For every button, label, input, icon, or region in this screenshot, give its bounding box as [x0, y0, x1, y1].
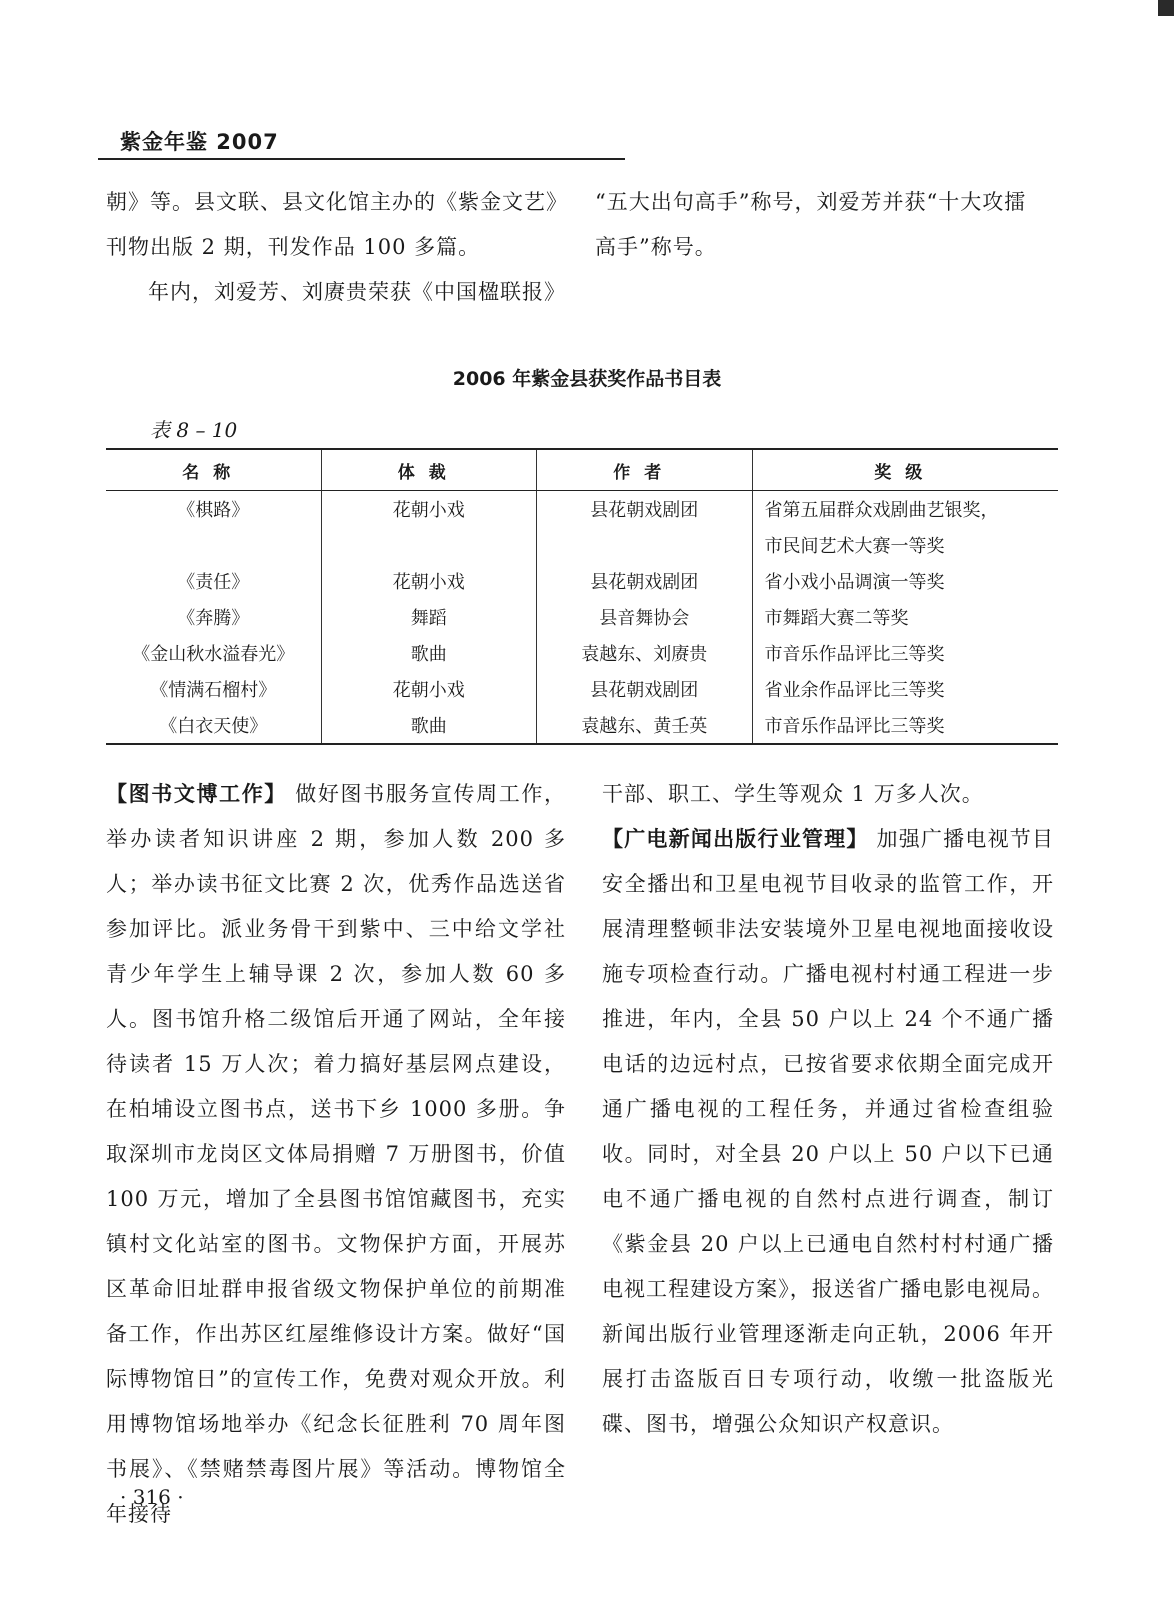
cell-genre: 花朝小戏 [321, 563, 536, 599]
library-text: 做好图书服务宣传周工作，举办读者知识讲座 2 期，参加人数 200 多人；举办读书征文比赛 2 次，优秀作品选送省参加评比。派业务骨干到紫中、三中给文学社青少年学生上辅导课 2 次，参加人数 60 多人。图书馆升格二级馆后开通了网站，全年接待读者 15 万人次；着力搞好基层网点建设，在柏埔设立图书点，送书下乡 1000 多册。争取深圳市龙岗区文体局捐赠 7 万册图书，价值 100 万元，增加了全县图书馆馆藏图书，充实镇村文化站室的图书。文物保护方面，开展苏区革命旧址群申报省级文物保护单位的前期准备工作，作出苏区红屋维修设计方案。做好“国际博物馆日”的宣传工作，免费对观众开放。利用博物馆场地举办《纪念长征胜利 70 周年图书展》、《禁赌禁毒图片展》等活动。博物馆全年接待 [106, 782, 567, 1526]
cell-genre: 花朝小戏 [321, 671, 536, 707]
header-name: 名称 [106, 449, 321, 491]
top-right-line: “五大出句高手”称号，刘爱芳并获“十大攻擂 [595, 190, 1027, 214]
cell-name: 《白衣天使》 [106, 707, 321, 744]
cell-name: 《责任》 [177, 572, 250, 593]
table-header-row [106, 449, 1058, 491]
cell-author: 袁越东、黄壬英 [537, 707, 753, 744]
scan-corner-mark [1158, 0, 1174, 16]
broadcast-heading: 【广电新闻出版行业管理】 [602, 827, 869, 851]
cell-name [106, 527, 321, 563]
cell-name: 《奔腾》 [177, 608, 250, 629]
cell-author: 县花朝戏剧团 [537, 563, 753, 599]
cell-author: 袁越东、刘赓贵 [537, 635, 753, 671]
broadcast-section [602, 772, 1054, 1447]
top-left-line: 朝》等。县文联、县文化馆主办的《紫金文艺》 [106, 190, 568, 214]
cell-award: 市音乐作品评比三等奖 [752, 635, 1058, 671]
table-row [106, 527, 1058, 563]
cell-name: 《棋路》 [177, 500, 250, 521]
cell-author: 县花朝戏剧团 [537, 671, 753, 707]
table-row [106, 563, 1058, 599]
cell-genre [321, 527, 536, 563]
table-title: 2006 年紫金县获奖作品书目表 [452, 368, 722, 390]
header-award: 奖级 [752, 449, 1058, 491]
top-left-line: 刊物出版 2 期，刊发作品 100 多篇。 [106, 235, 481, 259]
table-row [106, 671, 1058, 707]
cell-genre: 花朝小戏 [321, 491, 536, 528]
table-row [106, 707, 1058, 744]
library-section [106, 772, 566, 1537]
top-right-paragraph [595, 180, 1055, 270]
cell-genre: 舞蹈 [321, 599, 536, 635]
header-title: 紫金年鉴 2007 [120, 130, 279, 154]
broadcast-text: 加强广播电视节目安全播出和卫星电视节目收录的监管工作，开展清理整顿非法安装境外卫星电视地面接收设施专项检查行动。广播电视村村通工程进一步推进，年内，全县 50 户以上 24 个不通广播电话的边远村点，已按省要求依期全面完成开通广播电视的工程任务，并通过省检查组验收。同时，对全县 20 户以上 50 户以下已通电不通广播电视的自然村点进行调查，制订《紫金县 20 户以上已通电自然村村村通广播电视工程建设方案》，报送省广播电影电视局。新闻出版行业管理逐渐走向正轨，2006 年开展打击盗版百日专项行动，收缴一批盗版光碟、图书，增强公众知识产权意识。 [602, 827, 1055, 1436]
cell-author: 县音舞协会 [537, 599, 753, 635]
awards-table [106, 448, 1058, 745]
top-left-paragraph [106, 180, 566, 315]
cell-genre: 歌曲 [321, 707, 536, 744]
top-left-line: 年内，刘爱芳、刘赓贵荣获《中国楹联报》 [148, 280, 566, 304]
page-number: · 316 · [120, 1485, 184, 1509]
cell-award: 省第五届群众戏剧曲艺银奖， [752, 491, 1058, 528]
table-number: 表 8 – 10 [150, 418, 238, 442]
header-author: 作者 [537, 449, 753, 491]
cell-name: 《金山秋水溢春光》 [132, 644, 295, 665]
header-rule [98, 158, 625, 160]
cell-award: 省业余作品评比三等奖 [752, 671, 1058, 707]
table-row [106, 599, 1058, 635]
table-row [106, 491, 1058, 528]
library-heading: 【图书文博工作】 [106, 782, 287, 806]
top-right-line: 高手”称号。 [595, 235, 717, 259]
cell-author: 县花朝戏剧团 [537, 491, 753, 528]
running-header [120, 126, 625, 156]
cell-genre: 歌曲 [321, 635, 536, 671]
cell-name: 《情满石榴村》 [150, 680, 277, 701]
cell-award: 市舞蹈大赛二等奖 [752, 599, 1058, 635]
cell-award: 市音乐作品评比三等奖 [752, 707, 1058, 744]
cell-award: 市民间艺术大赛一等奖 [752, 527, 1058, 563]
cell-author [537, 527, 753, 563]
header-genre: 体裁 [321, 449, 536, 491]
continuation-text: 干部、职工、学生等观众 1 万多人次。 [602, 782, 984, 806]
cell-award: 省小戏小品调演一等奖 [752, 563, 1058, 599]
table-row [106, 635, 1058, 671]
